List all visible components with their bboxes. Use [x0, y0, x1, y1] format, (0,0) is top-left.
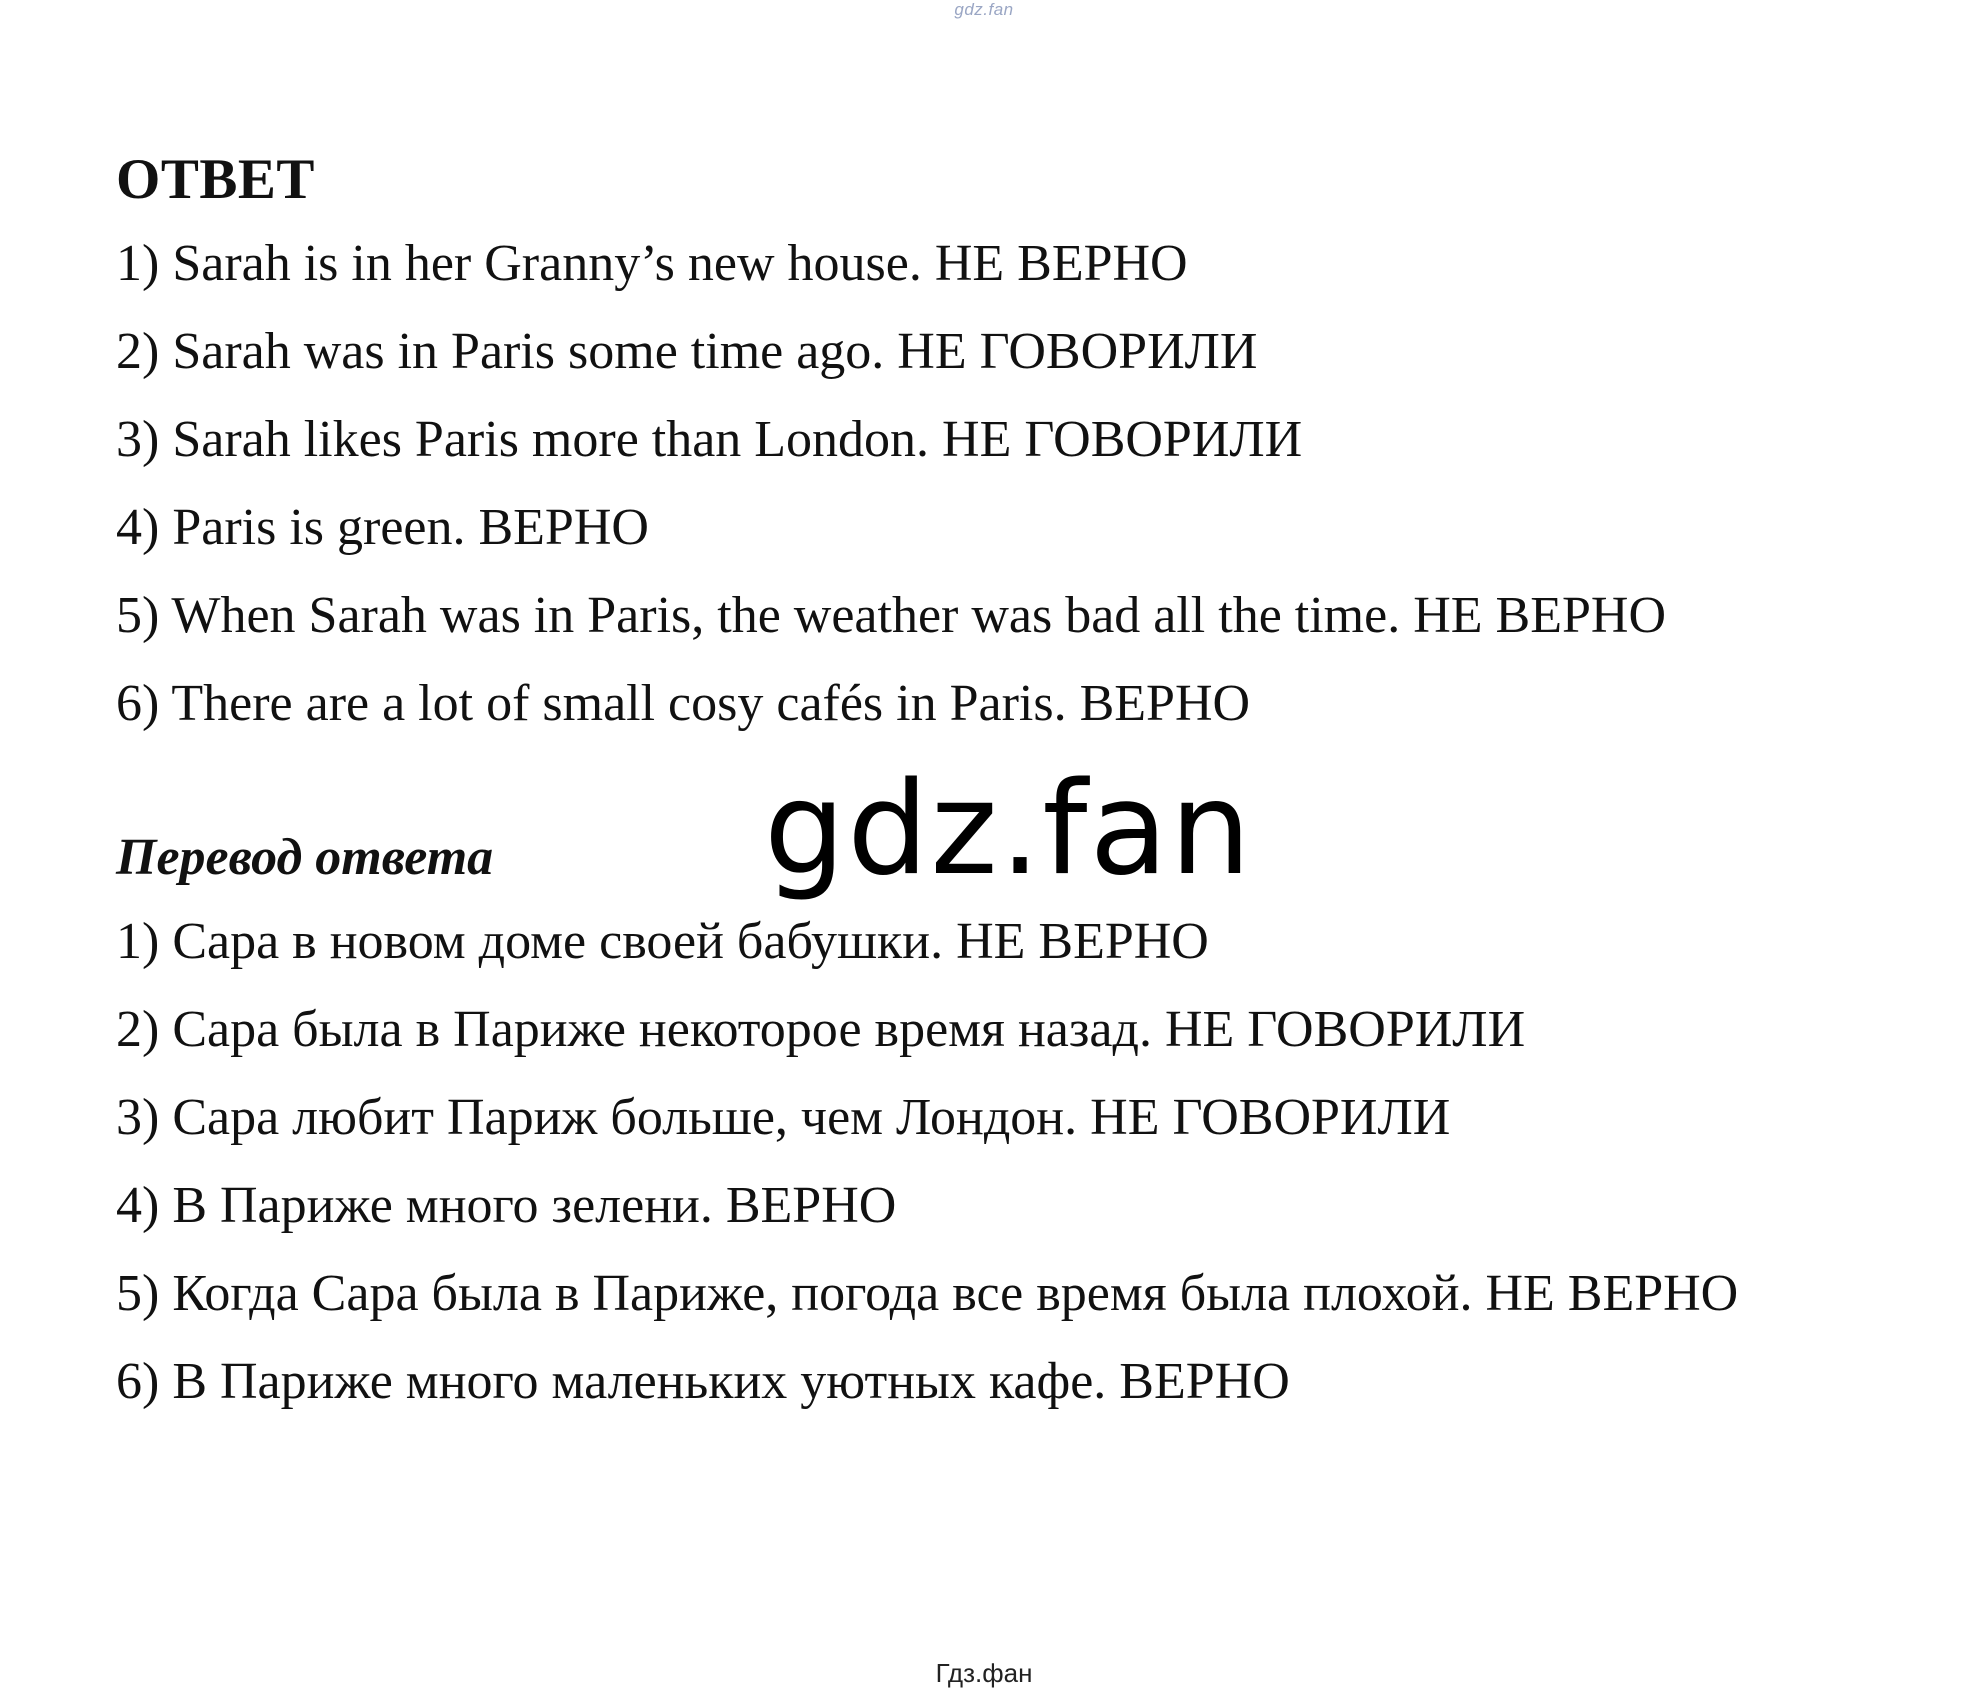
top-watermark: gdz.fan [954, 0, 1014, 19]
translation-item: 5) Когда Сара была в Париже, погода все время была плохой. НЕ ВЕРНО [116, 1265, 1739, 1322]
footer-site-name: Гдз.фан [935, 1658, 1033, 1688]
center-watermark: gdz.fan [764, 755, 1253, 904]
answer-item: 3) Sarah likes Paris more than London. НЕ ГОВОРИЛИ [116, 411, 1303, 468]
translation-item: 4) В Париже много зелени. ВЕРНО [116, 1177, 897, 1234]
answer-list [116, 220, 1936, 748]
answer-item: 2) Sarah was in Paris some time ago. НЕ ГОВОРИЛИ [116, 323, 1258, 380]
translation-item: 2) Сара была в Париже некоторое время назад. НЕ ГОВОРИЛИ [116, 1001, 1526, 1058]
translation-list [116, 898, 1936, 1426]
translation-item: 1) Сара в новом доме своей бабушки. НЕ ВЕРНО [116, 913, 1209, 970]
answer-item: 5) When Sarah was in Paris, the weather was bad all the time. НЕ ВЕРНО [116, 587, 1666, 644]
answer-heading: ОТВЕТ [116, 148, 315, 211]
translation-item: 3) Сара любит Париж больше, чем Лондон. НЕ ГОВОРИЛИ [116, 1089, 1451, 1146]
translation-heading: Перевод ответа [116, 829, 494, 886]
answer-item: 1) Sarah is in her Granny’s new house. НЕ ВЕРНО [116, 235, 1188, 292]
answer-item: 4) Paris is green. ВЕРНО [116, 499, 649, 556]
translation-item: 6) В Париже много маленьких уютных кафе. ВЕРНО [116, 1353, 1290, 1410]
answer-item: 6) There are a lot of small cosy cafés in Paris. ВЕРНО [116, 675, 1251, 732]
